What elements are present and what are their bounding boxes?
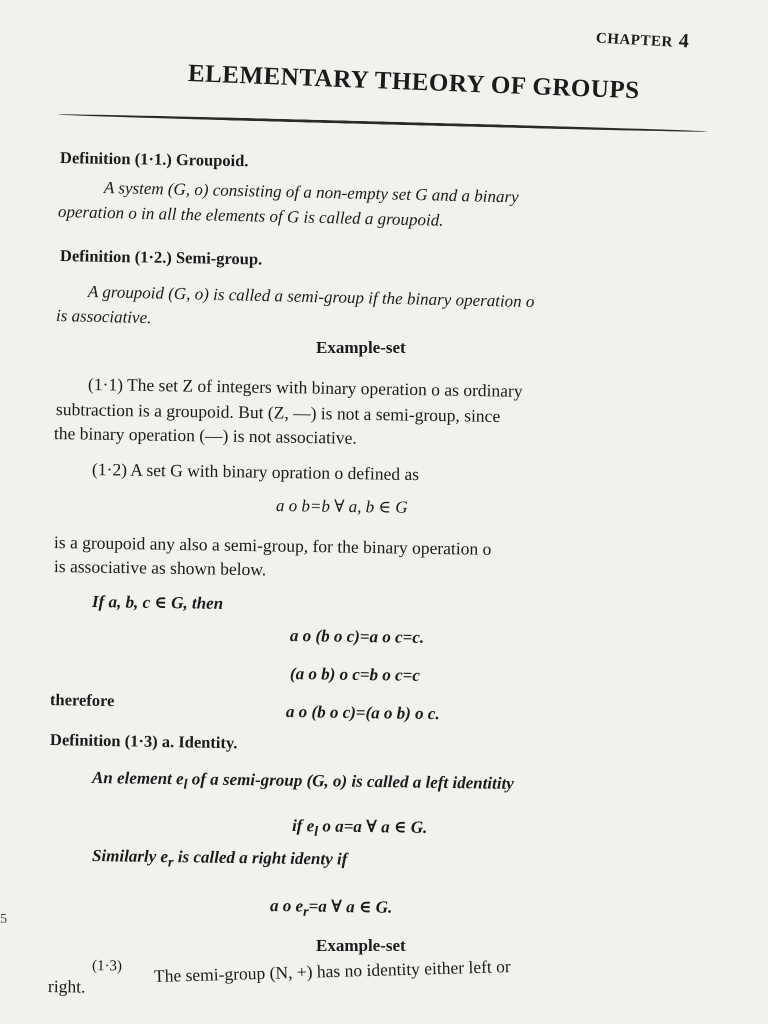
def-1-1-line2: operation o in all the elements of G is called a groupoid. [57, 202, 444, 230]
example-set-heading-1: Example-set [316, 338, 406, 357]
example-1-1-line3: the binary operation (—) is not associative. [53, 423, 357, 448]
chapter-label [595, 26, 689, 54]
example-set-heading-2: Example-set [316, 936, 406, 955]
def-1-3-heading: Definition (1·3) a. Identity. [49, 730, 238, 753]
left-eq-b: o a=a ∀ a ∈ G. [318, 816, 428, 837]
right-identity-equation [270, 896, 393, 922]
def-1-1-line1: A system (G, o) consisting of a non-empty set G and a binary [103, 178, 519, 207]
def-1-2-heading: Definition (1·2.) Semi-group. [59, 246, 263, 269]
subscript-l: l [183, 776, 188, 793]
example-1-2-line3: is associative as shown below. [53, 556, 267, 580]
def-1-1-heading: Definition (1·1.) Groupoid. [59, 148, 249, 171]
example-1-3-line1: The semi-group (N, +) has no identity either left or [153, 956, 511, 986]
example-1-1-line1: (1·1) The set Z of integers with binary operation o as ordinary [87, 374, 523, 401]
left-identity-equation [292, 816, 428, 842]
margin-mark: 5 [0, 912, 7, 927]
subscript-r: r [167, 854, 174, 871]
example-1-2-equation: a o b=b ∀ a, b ∈ G [275, 496, 408, 517]
example-1-1-line2: subtraction is a groupoid. But (Z, —) is not a semi-group, since [55, 399, 501, 426]
left-eq-sub: l [314, 823, 319, 840]
def-1-3-line1-a: An element e [91, 768, 184, 789]
right-eq-b: =a ∀ a ∈ G. [308, 896, 393, 917]
title-rule [58, 113, 708, 133]
def-1-3-line2-a: Similarly e [91, 846, 169, 867]
def-1-3-line1 [92, 768, 514, 798]
equation-1: a o (b o c)=a o c=c. [289, 626, 425, 647]
def-1-3-line2-b: is called a right identy if [173, 847, 348, 869]
example-1-3-line2: right. [47, 976, 86, 997]
chapter-number: 4 [678, 29, 690, 53]
def-1-3-line1-b: of a semi-group (G, o) is called a left identitity [187, 769, 514, 793]
therefore-label: therefore [49, 690, 115, 711]
chapter-word: CHAPTER [595, 30, 674, 51]
example-1-2-line1: (1·2) A set G with binary opration o defined as [91, 459, 420, 485]
right-eq-sub: r [302, 903, 309, 920]
equation-2: (a o b) o c=b o c=c [289, 664, 420, 685]
def-1-2-line1: A groupoid (G, o) is called a semi-group if the binary operation o [87, 282, 535, 312]
equation-3: a o (b o c)=(a o b) o c. [285, 702, 440, 724]
right-eq-a: a o e [269, 896, 304, 916]
left-eq-a: if e [291, 816, 315, 836]
if-line: If a, b, c ∈ G, then [91, 592, 224, 613]
def-1-2-line2: is associative. [55, 306, 152, 328]
example-1-2-line2: is a groupoid any also a semi-group, for the binary operation o [53, 532, 492, 559]
chapter-title: ELEMENTARY THEORY OF GROUPS [187, 60, 641, 105]
def-1-3-line2 [92, 846, 348, 874]
example-1-3-number: (1·3) [91, 958, 123, 975]
